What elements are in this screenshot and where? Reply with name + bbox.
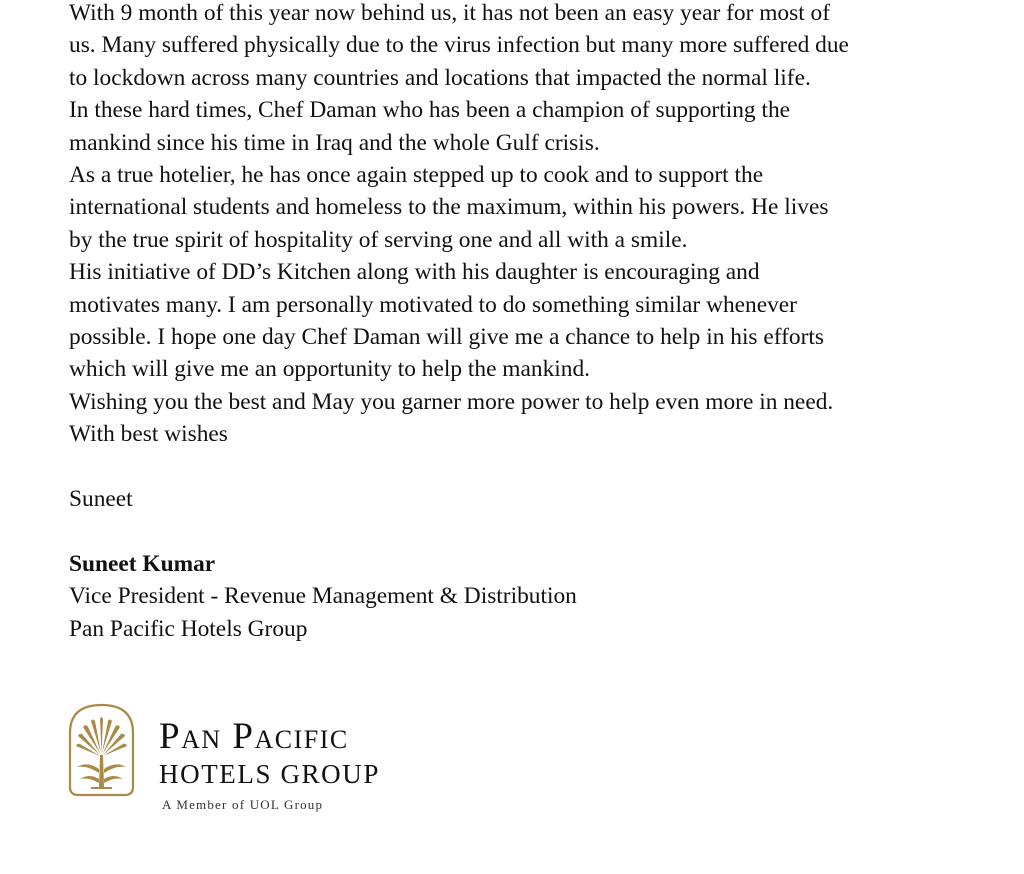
brand-name: Pan Pacific xyxy=(159,716,349,757)
signatory-company: Pan Pacific Hotels Group xyxy=(69,615,308,642)
text-line: possible. I hope one day Chef Daman will give me a chance to help in his efforts xyxy=(69,324,825,351)
text-line: mankind since his time in Iraq and the whole Gulf crisis. xyxy=(69,129,600,156)
spacer xyxy=(69,515,969,547)
palm-emblem-icon xyxy=(67,703,136,798)
text-line: us. Many suffered physically due to the virus infection but many more suffered due xyxy=(69,32,849,59)
text-line: international students and homeless to the maximum, within his powers. He lives xyxy=(69,194,829,221)
brand-tagline: A Member of UOL Group xyxy=(162,797,324,812)
company-logo xyxy=(67,703,427,823)
closing-line: With best wishes xyxy=(69,421,228,448)
paragraph-wishes xyxy=(69,386,969,418)
text-line: to lockdown across many countries and locations that impacted the normal life. xyxy=(69,64,811,91)
signatory-title: Vice President - Revenue Management & Distribution xyxy=(69,583,577,610)
text-line: As a true hotelier, he has once again stepped up to cook and to support the xyxy=(69,162,764,189)
text-line: which will give me an opportunity to help the mankind. xyxy=(69,356,591,383)
short-signature: Suneet xyxy=(69,486,133,513)
text-line: In these hard times, Chef Daman who has been a champion of supporting the xyxy=(69,97,791,124)
text-line: With 9 month of this year now behind us, it has not been an easy year for most of xyxy=(69,0,831,26)
text-line: Wishing you the best and May you garner more power to help even more in need. xyxy=(69,388,834,415)
paragraph-intro xyxy=(69,0,969,94)
paragraph-initiative xyxy=(69,256,969,386)
letter-body xyxy=(69,0,969,645)
text-line: by the true spirit of hospitality of serving one and all with a smile. xyxy=(69,226,688,253)
signatory-name: Suneet Kumar xyxy=(69,550,216,577)
spacer xyxy=(69,451,969,483)
brand-subtitle: HOTELS GROUP xyxy=(159,759,380,789)
paragraph-hard-times xyxy=(69,94,969,159)
paragraph-hotelier xyxy=(69,159,969,256)
text-line: His initiative of DD’s Kitchen along with his daughter is encouraging and xyxy=(69,259,760,286)
text-line: motivates many. I am personally motivated to do something similar whenever xyxy=(69,291,797,318)
